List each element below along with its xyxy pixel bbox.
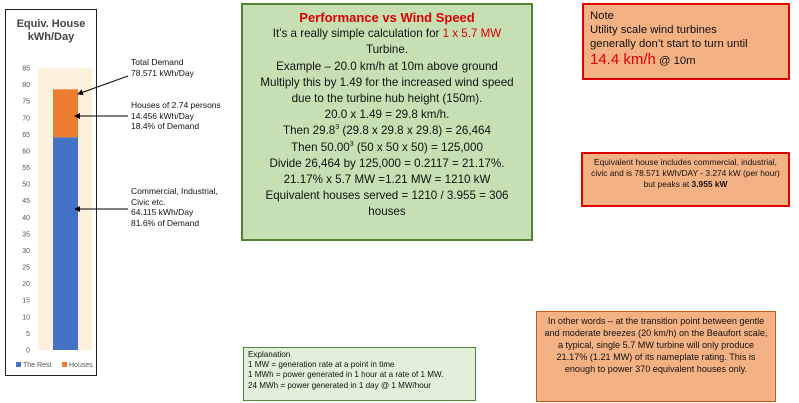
intro-text: It’s a really simple calculation for [272,27,443,41]
cube-result: (50 x 50 x 50) = 125,000 [353,140,483,154]
annotation-line: 18.4% of Demand [131,121,200,131]
explanation-title: Explanation [248,350,291,359]
intro-line-2: Turbine. [365,43,409,57]
cube-result: (29.8 x 29.8 x 29.8) = 26,464 [339,124,491,138]
y-tick-label: 0 [26,347,30,355]
legend-label: The Rest [23,362,52,369]
served-line: Equivalent houses served = 1210 / 3.955 = 306 [265,189,509,203]
y-tick-label: 75 [22,98,30,106]
annotation-line: Commercial, Industrial, [131,186,218,196]
y-tick-label: 45 [22,198,30,206]
cube-base: Then 29.8 [283,124,336,138]
y-tick-label: 60 [22,148,30,156]
note-heading: Note [590,10,614,22]
note-line: generally don’t start to turn until [590,38,748,50]
chart-title: Equiv. House kWh/Day [16,18,86,43]
y-tick-label: 65 [22,131,30,139]
note-box [582,3,790,80]
summary-box [536,311,776,402]
intro-line [243,26,531,42]
y-tick-label: 35 [22,231,30,239]
note-threshold [590,53,782,68]
legend-swatch [16,362,21,367]
annotation-line: Houses of 2.74 persons [131,100,221,110]
calculation-title: Performance vs Wind Speed [299,10,475,25]
example-line: Example – 20.0 km/h at 10m above ground [276,59,498,73]
note-line: Utility scale wind turbines [590,24,717,36]
equivalent-house-text: Equivalent house includes commercial, industrial, civic and is 78.571 kWh/DAY - 3.274 kW (per hour) but peaks at [591,157,780,189]
legend-label: Houses [69,362,93,369]
cube-base: Then 50.00 [291,140,350,154]
y-tick-label: 25 [22,264,30,272]
explanation-line: 1 MW = generation rate at a point in time [248,360,395,370]
multiply-line: Multiply this by 1.49 for the increased wind speed [260,75,514,89]
annotation-total-demand [131,57,194,78]
y-tick-label: 80 [22,82,30,90]
y-tick-label: 10 [22,314,30,322]
calc-line: 20.0 x 1.49 = 29.8 km/h. [324,108,450,122]
y-tick-label: 5 [26,330,30,338]
divide-line: Divide 26,464 by 125,000 = 0.2117 = 21.17%. [269,156,505,170]
annotation-commercial [131,186,218,228]
peak-value: 3.955 kW [691,179,728,189]
explanation-line: 1 MWh = power generated in 1 hour at a rate of 1 MW. [248,370,444,380]
y-tick-label: 70 [22,115,30,123]
annotation-line: Civic etc. [131,196,166,207]
served-line-2: houses [368,205,406,219]
y-tick-label: 15 [22,297,30,305]
annotation-line: 78.571 kWh/Day [131,67,194,78]
y-tick-label: 55 [22,165,30,173]
cube-exponent: 3 [335,124,340,132]
threshold-speed: 14.4 km/h [590,51,656,68]
annotation-line: 14.456 kWh/Day [131,110,194,121]
multiply-line-2: due to the turbine hub height (150m). [291,92,483,106]
result-line: 21.17% x 5.7 MW =1.21 MW = 1210 kW [283,173,491,187]
equivalent-house-box [581,152,790,207]
annotation-line: 64.115 kWh/Day [131,207,194,217]
threshold-height: @ 10m [655,55,696,67]
y-tick-label: 20 [22,281,30,289]
y-tick-label: 40 [22,214,30,222]
arrow-total-demand [78,76,128,94]
y-tick-label: 50 [22,181,30,189]
y-tick-label: 85 [22,65,30,73]
explanation-box [243,347,476,401]
explanation-line: 24 MWh = power generated in 1 day @ 1 MW/hour [248,380,431,390]
annotation-line: 81.6% of Demand [131,217,200,228]
annotation-line: Total Demand [131,57,184,67]
calculation-box [241,3,533,241]
cube-exponent: 3 [349,140,354,148]
cube-line-2 [243,140,531,156]
annotation-houses [131,100,221,132]
y-tick-label: 30 [22,247,30,255]
legend-swatch [62,362,67,367]
turbine-size: 1 x 5.7 MW [442,27,502,41]
cube-line-1 [243,123,531,139]
summary-text: In other words – at the transition point between gentle and moderate breezes (20 km/h) on the Beaufort scale, a typical, single 5.7 MW turbine will only produce 21.17% (1.21 MW) of its nameplate rating. This is enough to power 370 equivalent houses only. [544,316,768,375]
